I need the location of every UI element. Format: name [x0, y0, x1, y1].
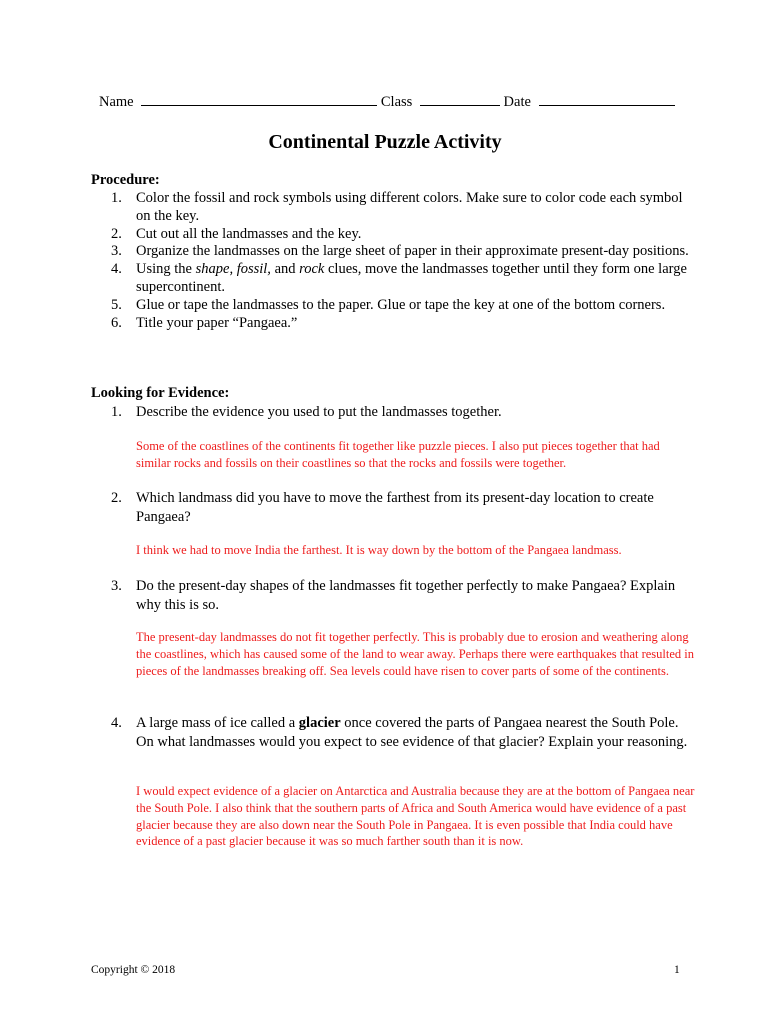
date-blank[interactable]	[539, 93, 675, 106]
item-text: Organize the landmasses on the large sheet of paper in their approximate present-day positions.	[136, 243, 689, 260]
item-number: 2.	[111, 225, 122, 242]
question-text: Do the present-day shapes of the landmasses fit together perfectly to make Pangaea? Explain why this is so.	[136, 578, 676, 613]
list-item	[91, 243, 691, 261]
procedure-list	[91, 190, 691, 332]
answer-4: I would expect evidence of a glacier on Antarctica and Australia because they are at the bottom of Pangaea near the South Pole. I also think that the southern parts of Africa and South America would have evidence of a past glacier because they are also down near the South Pole in Pangaea. It is even possible that India could have evidence of a past glacier because it was so much farther south than it is now.	[136, 784, 695, 849]
item-text: Color the fossil and rock symbols using different colors. Make sure to color code each symbol on the key.	[136, 190, 683, 224]
item-text: Using the	[136, 261, 196, 278]
item-number: 4.	[111, 261, 122, 278]
item-text: and	[270, 261, 300, 278]
question-number: 2.	[111, 490, 122, 506]
question-2	[91, 489, 691, 526]
question-1	[91, 403, 691, 422]
item-text: Glue or tape the landmasses to the paper. Glue or tape the key at one of the bottom corners.	[136, 296, 666, 313]
page-number: 1	[674, 964, 680, 976]
header-line	[99, 93, 675, 111]
item-emphasis: shape, fossil,	[195, 261, 271, 278]
evidence-heading: Looking for Evidence:	[91, 385, 230, 401]
name-label: Name	[99, 94, 134, 110]
question-4	[91, 714, 691, 751]
question-text: once covered the parts of Pangaea nearest the South Pole. On what landmasses would you expect to see evidence of that glacier? Explain your reasoning.	[136, 715, 688, 750]
list-item	[91, 190, 691, 226]
copyright: Copyright © 2018	[91, 964, 176, 976]
question-bold-term: glacier	[298, 715, 341, 731]
question-3	[91, 577, 691, 614]
procedure-heading: Procedure:	[91, 172, 160, 188]
question-text: A large mass of ice called a	[136, 715, 299, 731]
question-text: Describe the evidence you used to put the landmasses together.	[136, 404, 502, 420]
answer-1: Some of the coastlines of the continents fit together like puzzle pieces. I also put pieces together that had similar rocks and fossils on their coastlines so that the rocks and fossils were together.	[136, 439, 660, 470]
item-text: clues, move the landmasses together until they form one large supercontinent.	[136, 261, 687, 295]
class-blank[interactable]	[420, 93, 500, 106]
answer-2: I think we had to move India the farthest. It is way down by the bottom of the Pangaea landmass.	[136, 543, 622, 557]
question-number: 3.	[111, 578, 122, 594]
answer-3: The present-day landmasses do not fit together perfectly. This is probably due to erosion and weathering along the coastlines, which has caused some of the land to wear away. Perhaps there were earthquakes that resulted in pieces of the landmasses breaking off. Sea levels could have risen to cover parts of some of the continents.	[136, 630, 695, 678]
list-item	[91, 297, 691, 315]
page-title: Continental Puzzle Activity	[268, 131, 502, 153]
name-blank[interactable]	[141, 93, 377, 106]
item-text: Cut out all the landmasses and the key.	[136, 225, 362, 242]
item-number: 3.	[111, 243, 122, 260]
item-number: 5.	[111, 296, 122, 313]
item-number: 6.	[111, 314, 122, 331]
class-label: Class	[380, 94, 413, 110]
list-item	[91, 226, 691, 244]
list-item	[91, 315, 691, 333]
date-label: Date	[503, 94, 531, 110]
question-number: 1.	[111, 404, 122, 420]
item-text: Title your paper “Pangaea.”	[136, 314, 298, 331]
question-text: Which landmass did you have to move the farthest from its present-day location to create Pangaea?	[136, 490, 654, 525]
item-number: 1.	[111, 190, 122, 206]
list-item	[91, 261, 691, 297]
item-emphasis: rock	[299, 261, 325, 278]
question-number: 4.	[111, 715, 122, 731]
